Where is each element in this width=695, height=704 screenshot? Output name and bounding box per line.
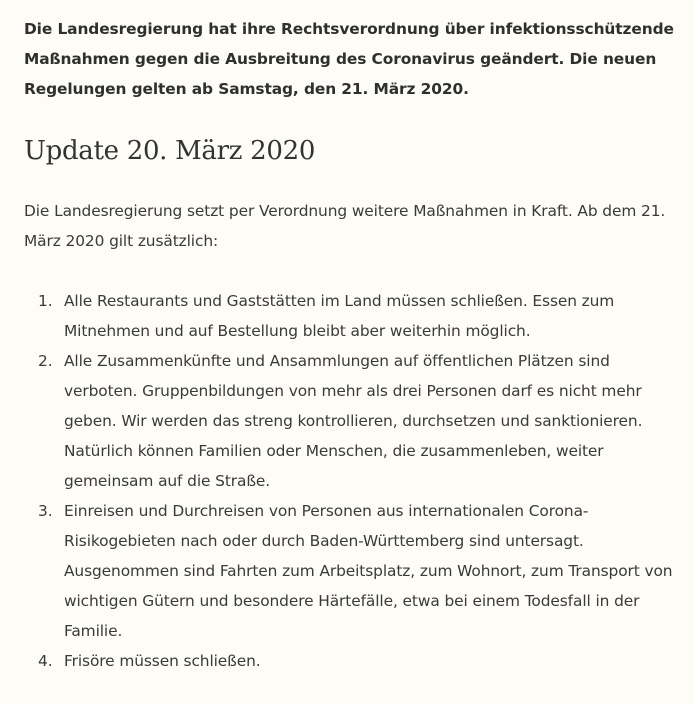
article (24, 14, 679, 676)
list-item (24, 646, 679, 676)
list-item (24, 496, 679, 646)
list-item-text: Frisöre müssen schließen. (64, 652, 261, 670)
list-item (24, 346, 679, 496)
measures-list (24, 286, 679, 676)
update-heading: Update 20. März 2020 (24, 136, 316, 166)
list-item-number: 1. (38, 292, 53, 310)
list-item-number: 3. (38, 502, 53, 520)
lead-paragraph: Die Landesregierung hat ihre Rechtsverordnung über infektionsschützende Maßnahmen gegen die Ausbreitung des Coronavirus geändert. Die neuen Regelungen gelten ab Samstag, den 21. März 2020. (24, 20, 674, 98)
list-item-text: Alle Restaurants und Gaststätten im Land müssen schließen. Essen zum Mitnehmen und auf Bestellung bleibt aber weiterhin möglich. (64, 292, 615, 340)
intro-paragraph: Die Landesregierung setzt per Verordnung weitere Maßnahmen in Kraft. Ab dem 21. März 2020 gilt zusätzlich: (24, 202, 666, 250)
list-item-text: Einreisen und Durchreisen von Personen aus internationalen Corona-Risikogebieten nach oder durch Baden-Württemberg sind untersagt. Ausgenommen sind Fahrten zum Arbeitsplatz, zum Wohnort, zum Transport von wichtigen Gütern und besondere Härtefälle, etwa bei einem Todesfall in der Familie. (64, 502, 673, 640)
list-item-number: 2. (38, 352, 53, 370)
list-item-number: 4. (38, 652, 53, 670)
list-item-text: Alle Zusammenkünfte und Ansammlungen auf öffentlichen Plätzen sind verboten. Gruppenbildungen von mehr als drei Personen darf es nicht mehr geben. Wir werden das streng kontrollieren, durchsetzen und sanktionieren. Natürlich können Familien oder Menschen, die zusammenleben, weiter gemeinsam auf die Straße. (64, 352, 643, 490)
list-item (24, 286, 679, 346)
